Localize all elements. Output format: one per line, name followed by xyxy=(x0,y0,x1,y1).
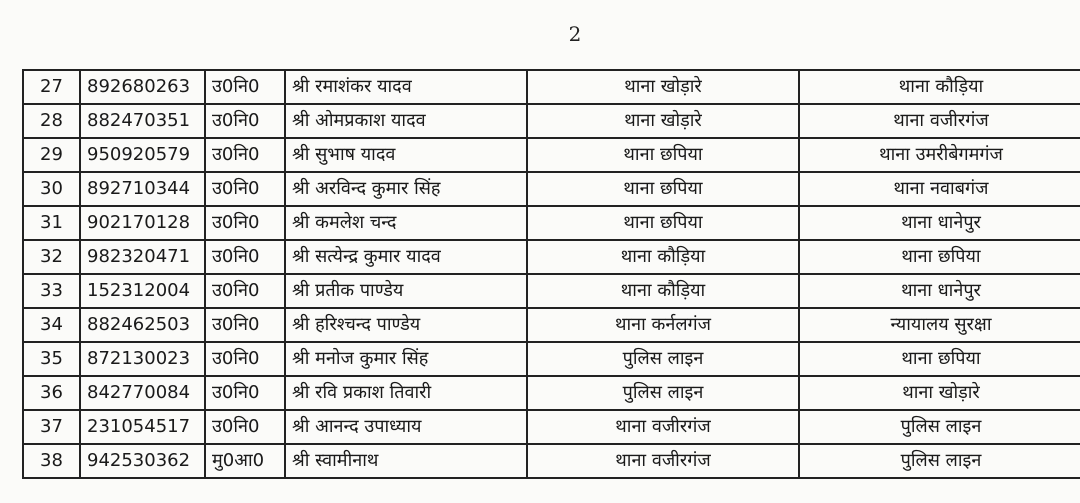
employee-number-cell: 882462503 xyxy=(80,308,205,342)
new-posting-cell: पुलिस लाइन xyxy=(799,410,1080,444)
employee-number-cell: 152312004 xyxy=(80,274,205,308)
name-cell: श्री आनन्द उपाध्याय xyxy=(285,410,527,444)
page-number: 2 xyxy=(568,22,582,46)
table-row xyxy=(23,308,1080,342)
new-posting-cell: थाना छपिया xyxy=(799,240,1080,274)
name-cell: श्री प्रतीक पाण्डेय xyxy=(285,274,527,308)
current-posting-cell: थाना छपिया xyxy=(527,138,799,172)
serial-number-cell: 33 xyxy=(23,274,80,308)
employee-number-cell: 882470351 xyxy=(80,104,205,138)
current-posting-cell: पुलिस लाइन xyxy=(527,342,799,376)
rank-cell: उ0नि0 xyxy=(205,172,285,206)
rank-cell: उ0नि0 xyxy=(205,138,285,172)
serial-number-cell: 27 xyxy=(23,70,80,104)
current-posting-cell: थाना कर्नलगंज xyxy=(527,308,799,342)
new-posting-cell: थाना छपिया xyxy=(799,342,1080,376)
employee-number-cell: 231054517 xyxy=(80,410,205,444)
new-posting-cell: थाना कौड़िया xyxy=(799,70,1080,104)
new-posting-cell: न्यायालय सुरक्षा xyxy=(799,308,1080,342)
serial-number-cell: 32 xyxy=(23,240,80,274)
employee-number-cell: 892710344 xyxy=(80,172,205,206)
table-row xyxy=(23,138,1080,172)
table-row xyxy=(23,240,1080,274)
employee-number-cell: 892680263 xyxy=(80,70,205,104)
rank-cell: उ0नि0 xyxy=(205,274,285,308)
table-row xyxy=(23,274,1080,308)
employee-number-cell: 872130023 xyxy=(80,342,205,376)
serial-number-cell: 30 xyxy=(23,172,80,206)
name-cell: श्री ओमप्रकाश यादव xyxy=(285,104,527,138)
employee-number-cell: 902170128 xyxy=(80,206,205,240)
name-cell: श्री हरिश्चन्द पाण्डेय xyxy=(285,308,527,342)
current-posting-cell: थाना छपिया xyxy=(527,172,799,206)
rank-cell: मु0आ0 xyxy=(205,444,285,478)
current-posting-cell: पुलिस लाइन xyxy=(527,376,799,410)
table-row xyxy=(23,444,1080,478)
current-posting-cell: थाना छपिया xyxy=(527,206,799,240)
new-posting-cell: थाना धानेपुर xyxy=(799,206,1080,240)
rank-cell: उ0नि0 xyxy=(205,70,285,104)
serial-number-cell: 31 xyxy=(23,206,80,240)
name-cell: श्री रवि प्रकाश तिवारी xyxy=(285,376,527,410)
rank-cell: उ0नि0 xyxy=(205,240,285,274)
new-posting-cell: थाना नवाबगंज xyxy=(799,172,1080,206)
name-cell: श्री मनोज कुमार सिंह xyxy=(285,342,527,376)
new-posting-cell: थाना धानेपुर xyxy=(799,274,1080,308)
serial-number-cell: 38 xyxy=(23,444,80,478)
table-row xyxy=(23,342,1080,376)
rank-cell: उ0नि0 xyxy=(205,376,285,410)
rank-cell: उ0नि0 xyxy=(205,342,285,376)
current-posting-cell: थाना कौड़िया xyxy=(527,274,799,308)
name-cell: श्री अरविन्द कुमार सिंह xyxy=(285,172,527,206)
rank-cell: उ0नि0 xyxy=(205,206,285,240)
new-posting-cell: थाना खोड़ारे xyxy=(799,376,1080,410)
table-row xyxy=(23,206,1080,240)
table-row xyxy=(23,410,1080,444)
name-cell: श्री स्वामीनाथ xyxy=(285,444,527,478)
table-row xyxy=(23,172,1080,206)
employee-number-cell: 842770084 xyxy=(80,376,205,410)
new-posting-cell: पुलिस लाइन xyxy=(799,444,1080,478)
serial-number-cell: 37 xyxy=(23,410,80,444)
employee-number-cell: 942530362 xyxy=(80,444,205,478)
employee-number-cell: 982320471 xyxy=(80,240,205,274)
rank-cell: उ0नि0 xyxy=(205,308,285,342)
serial-number-cell: 28 xyxy=(23,104,80,138)
serial-number-cell: 34 xyxy=(23,308,80,342)
serial-number-cell: 35 xyxy=(23,342,80,376)
rank-cell: उ0नि0 xyxy=(205,410,285,444)
name-cell: श्री सत्येन्द्र कुमार यादव xyxy=(285,240,527,274)
employee-number-cell: 950920579 xyxy=(80,138,205,172)
transfer-table-body xyxy=(23,70,1080,478)
new-posting-cell: थाना उमरीबेगमगंज xyxy=(799,138,1080,172)
current-posting-cell: थाना कौड़िया xyxy=(527,240,799,274)
table-row xyxy=(23,70,1080,104)
current-posting-cell: थाना खोड़ारे xyxy=(527,70,799,104)
current-posting-cell: थाना वजीरगंज xyxy=(527,410,799,444)
current-posting-cell: थाना वजीरगंज xyxy=(527,444,799,478)
serial-number-cell: 29 xyxy=(23,138,80,172)
table-row xyxy=(23,376,1080,410)
rank-cell: उ0नि0 xyxy=(205,104,285,138)
current-posting-cell: थाना खोड़ारे xyxy=(527,104,799,138)
name-cell: श्री रमाशंकर यादव xyxy=(285,70,527,104)
serial-number-cell: 36 xyxy=(23,376,80,410)
name-cell: श्री सुभाष यादव xyxy=(285,138,527,172)
new-posting-cell: थाना वजीरगंज xyxy=(799,104,1080,138)
table-row xyxy=(23,104,1080,138)
name-cell: श्री कमलेश चन्द xyxy=(285,206,527,240)
transfer-table xyxy=(22,69,1080,479)
